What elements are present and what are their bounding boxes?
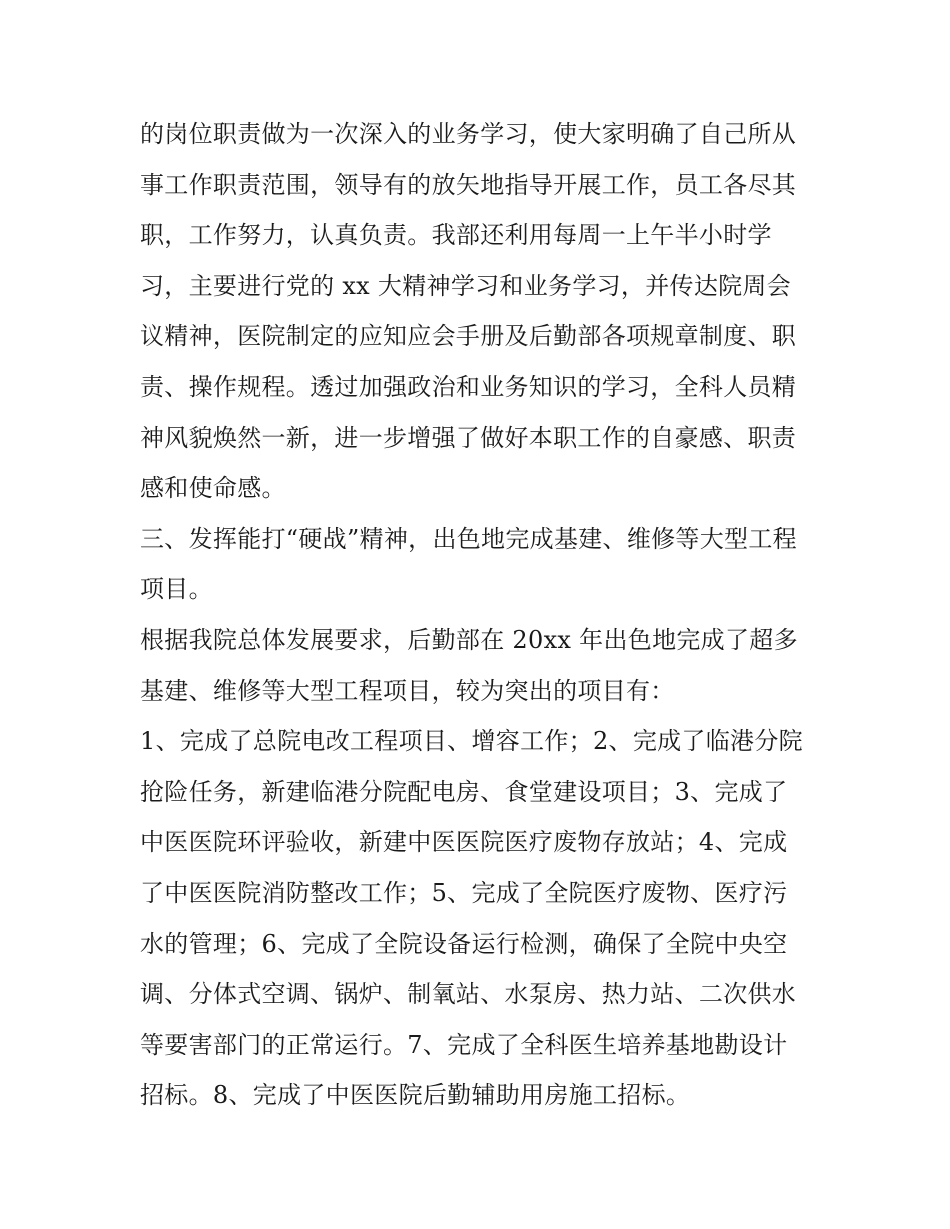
section-heading: 项目。 (140, 575, 213, 604)
text-line: 责、操作规程。透过加强政治和业务知识的学习，全科人员精 (140, 372, 797, 401)
list-line: 中医医院环评验收，新建中医医院医疗废物存放站；4、完成 (140, 828, 788, 857)
list-line: 调、分体式空调、锅炉、制氧站、水泵房、热力站、二次供水 (140, 980, 797, 1009)
list-line: 了中医医院消防整改工作；5、完成了全院医疗废物、医疗污 (140, 878, 788, 907)
text-line: 的岗位职责做为一次深入的业务学习，使大家明确了自己所从 (140, 120, 797, 148)
text-line: 职，工作努力，认真负责。我部还利用每周一上午半小时学 (140, 221, 772, 250)
list-line: 水的管理；6、完成了全院设备运行检测，确保了全院中央空 (140, 929, 788, 958)
text-line: 习，主要进行党的 xx 大精神学习和业务学习，并传达院周会 (140, 271, 792, 300)
list-line: 1、完成了总院电改工程项目、增容工作；2、完成了临港分院 (140, 727, 803, 756)
list-line: 招标。8、完成了中医医院后勤辅助用房施工招标。 (140, 1081, 691, 1110)
text-line: 基建、维修等大型工程项目，较为突出的项目有： (140, 676, 675, 705)
text-line: 议精神，医院制定的应知应会手册及后勤部各项规章制度、职 (140, 322, 797, 351)
section-heading: 三、发挥能打“硬战”精神，出色地完成基建、维修等大型工程 (140, 524, 797, 553)
text-line: 根据我院总体发展要求，后勤部在 20xx 年出色地完成了超多 (140, 625, 798, 654)
text-line: 神风貌焕然一新，进一步增强了做好本职工作的自豪感、职责 (140, 423, 797, 452)
text-line: 事工作职责范围，领导有的放矢地指导开展工作，员工各尽其 (140, 170, 797, 199)
text-line: 感和使命感。 (140, 474, 286, 503)
list-line: 等要害部门的正常运行。7、完成了全科医生培养基地勘设计 (140, 1030, 788, 1059)
list-line: 抢险任务，新建临港分院配电房、食堂建设项目；3、完成了 (140, 777, 788, 806)
body-text (140, 109, 820, 1121)
